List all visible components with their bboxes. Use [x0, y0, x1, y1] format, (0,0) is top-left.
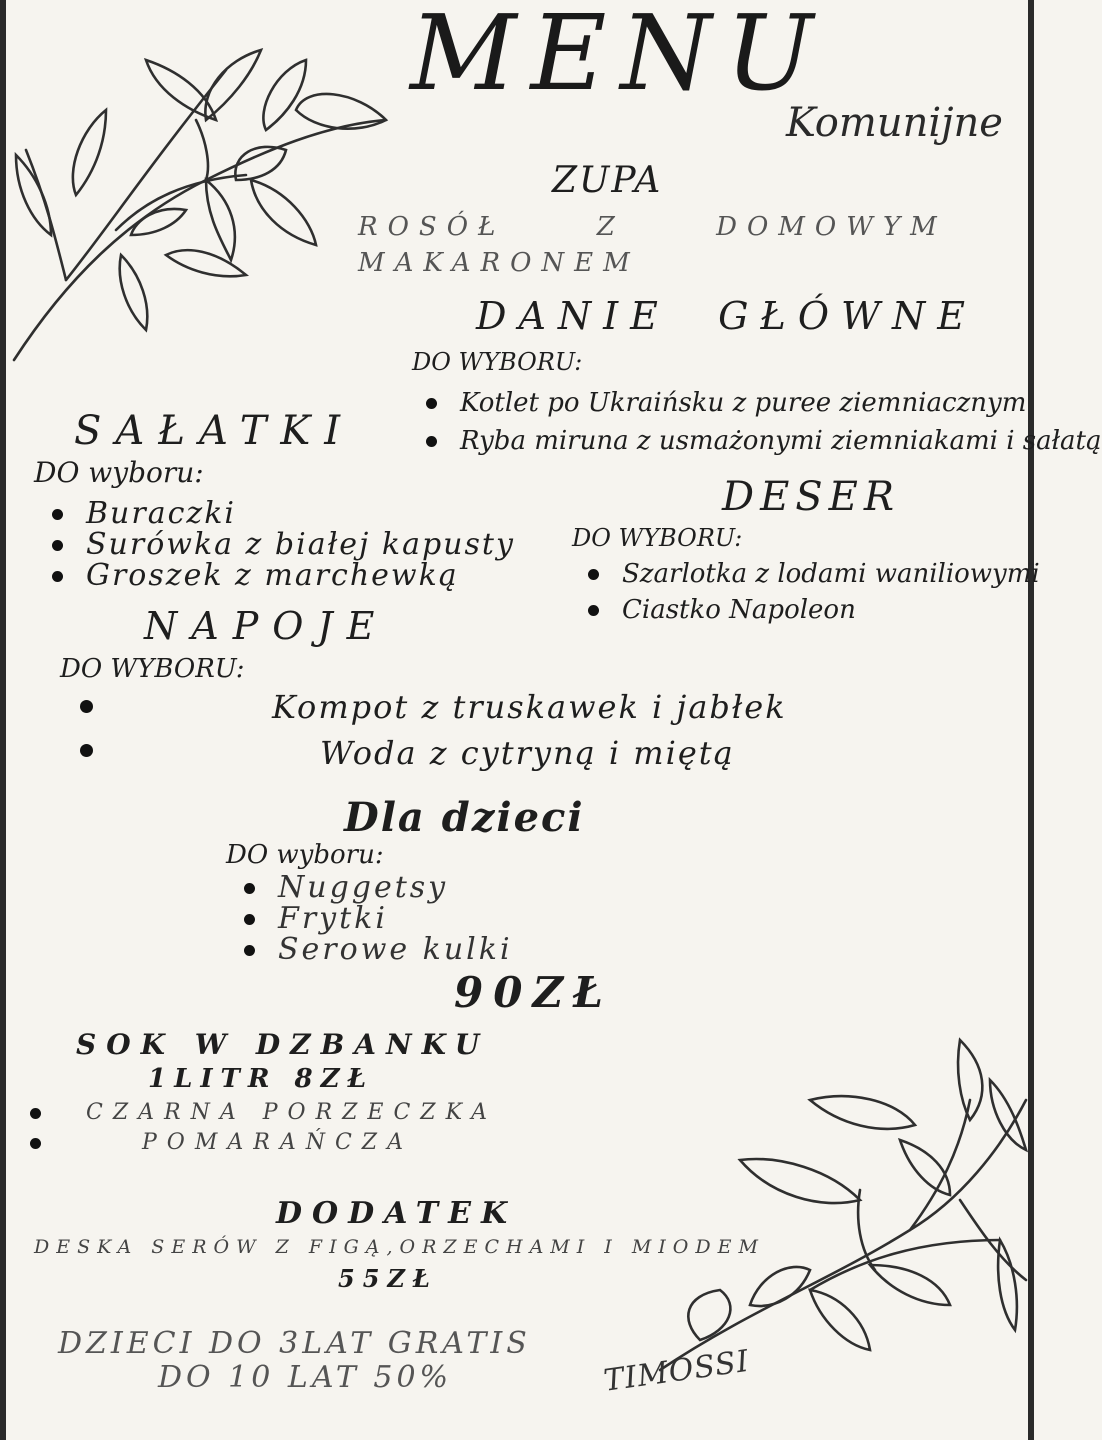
salatki-list: [52, 498, 515, 591]
section-heading-dla-dzieci: Dla dzieci: [344, 794, 585, 841]
deser-list: [588, 556, 1040, 628]
section-heading-dodatek: DODATEK: [276, 1196, 518, 1231]
section-heading-deser: DESER: [722, 474, 900, 520]
deser-choose-label: DO WYBORU:: [572, 524, 743, 552]
napoje-bullet-1: [80, 700, 93, 713]
list-item: Groszek z marchewką: [52, 560, 515, 591]
section-heading-danie-glowne: DANIE GŁÓWNE: [476, 294, 978, 338]
list-item: Nuggetsy: [244, 872, 513, 903]
section-heading-zupa: ZUPA: [552, 160, 663, 201]
section-heading-napoje: NAPOJE: [144, 604, 389, 648]
leaf-branch-bottom-right-illustration: [660, 1040, 1030, 1400]
list-item: [30, 1098, 497, 1128]
napoje-item-2: Woda z cytryną i miętą: [320, 734, 735, 772]
list-item: Buraczki: [52, 498, 515, 529]
sok-price: 1LITR 8ZŁ: [148, 1064, 375, 1094]
leaf-branch-top-left-illustration: [6, 30, 406, 370]
list-item: [30, 1128, 497, 1158]
salatki-choose-label: DO wyboru:: [34, 456, 204, 489]
sok-item: POMARAŃCZA: [142, 1130, 413, 1155]
dzieci-list: [244, 872, 513, 965]
soup-line-2: MAKARONEM: [358, 248, 640, 278]
danie-list: [426, 384, 1102, 460]
dzieci-choose-label: DO wyboru:: [226, 840, 384, 870]
napoje-bullet-2: [80, 744, 93, 757]
napoje-choose-label: DO WYBORU:: [60, 654, 245, 684]
list-item: Surówka z białej kapusty: [52, 529, 515, 560]
list-item: Serowe kulki: [244, 934, 513, 965]
danie-choose-label: DO WYBORU:: [412, 348, 583, 376]
list-item: Ciastko Napoleon: [588, 592, 1040, 628]
dodatek-line: DESKA SERÓW Z FIGĄ,ORZECHAMI I MIODEM: [34, 1236, 765, 1258]
artist-signature: TIMOSSI: [601, 1343, 752, 1399]
section-heading-sok: SOK W DZBANKU: [76, 1028, 490, 1061]
sok-list: [30, 1098, 497, 1158]
section-heading-salatki: SAŁATKI: [74, 408, 355, 454]
napoje-item-1: Kompot z truskawek i jabłek: [272, 688, 787, 726]
menu-price: 90ZŁ: [454, 968, 613, 1017]
list-item: Ryba miruna z usmażonymi ziemniakami i sałatą: [426, 422, 1102, 460]
sok-item: CZARNA PORZECZKA: [86, 1100, 498, 1125]
menu-title: MENU: [410, 0, 828, 114]
footer-line-1: DZIECI DO 3LAT GRATIS: [58, 1326, 531, 1361]
footer-line-2: DO 10 LAT 50%: [158, 1360, 453, 1395]
dodatek-price: 55ZŁ: [338, 1264, 438, 1293]
list-item: Szarlotka z lodami waniliowymi: [588, 556, 1040, 592]
soup-line-1: ROSÓŁ Z DOMOWYM: [358, 212, 947, 242]
list-item: Kotlet po Ukraińsku z puree ziemniacznym: [426, 384, 1102, 422]
list-item: Frytki: [244, 903, 513, 934]
menu-subtitle: Komunijne: [786, 100, 1003, 146]
